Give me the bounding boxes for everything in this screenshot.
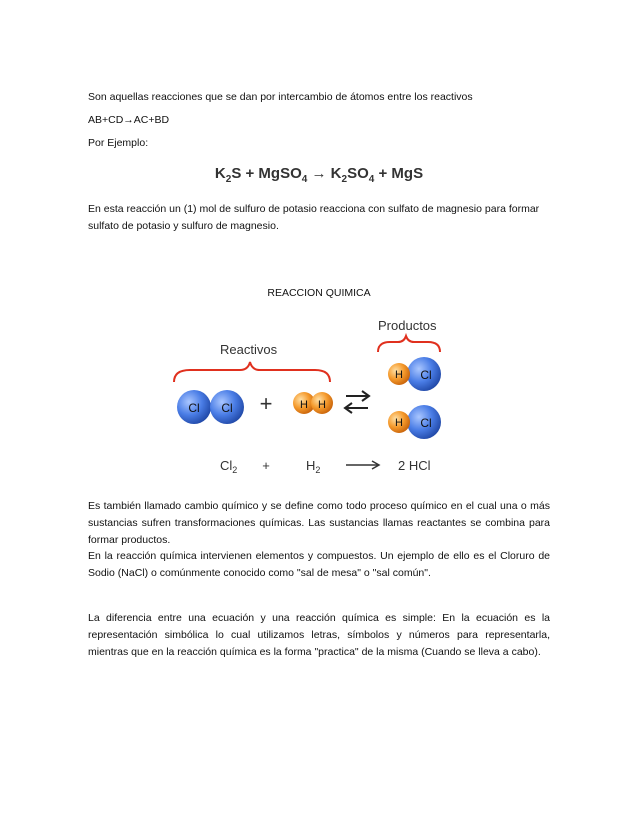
example-label: Por Ejemplo: — [88, 137, 149, 149]
products-bracket — [378, 336, 440, 352]
chlorine-molecule — [177, 390, 244, 424]
chlorine-atom-label: Cl — [420, 416, 432, 430]
paragraph-difference: La diferencia entre una ecuación y una reacción química es simple: En la ecuación es la representación simbólica lo cual utilizamos letras, símbolos y números para representarla, mientras que en la reacción química es la forma "practica" de la misma (Cuando se lleva a cabo). — [88, 612, 550, 658]
hydrogen-atom-label: H — [300, 399, 308, 411]
equation-explanation: En esta reacción un (1) mol de sulfuro de potasio reacciona con sulfato de magnesio para formar sulfato de potasio y sulfuro de magnesio. — [88, 203, 540, 232]
chlorine-atom-label: Cl — [188, 401, 200, 415]
hcl-molecule — [388, 357, 441, 391]
hydrogen-molecule — [293, 392, 333, 414]
intro-text: Son aquellas reacciones que se dan por intercambio de átomos entre los reactivos — [88, 91, 473, 103]
reaction-diagram — [160, 312, 460, 482]
hydrogen-atom-label: H — [395, 417, 403, 429]
equilibrium-arrows-icon — [345, 391, 369, 413]
svg-text:H2: $H_2$ — [306, 458, 321, 475]
svg-text:2 HCl: 2 HCl — [398, 458, 431, 473]
paragraph-example: En la reacción química intervienen elementos y compuestos. Un ejemplo de ello es el Cloruro de Sodio (NaCl) o comúnmente conocido como "sal de mesa" o "sal común". — [88, 550, 550, 579]
general-equation: AB+CD→AC+BD — [88, 114, 170, 126]
svg-text:+: + — [262, 458, 270, 473]
hydrogen-atom-label: H — [318, 399, 326, 411]
paragraph-definition: Es también llamado cambio químico y se define como todo proceso químico en el cual una o más sustancias sufren transformaciones químicas. Las sustancias llamas reactantes se combina para formar productos. — [88, 500, 550, 546]
svg-text:Cl2: $Cl_2$ — [220, 458, 238, 475]
hydrogen-atom-label: H — [395, 369, 403, 381]
example-equation: $K_2S$ + MgSO$_4$ → $K_2SO_4$ + MgS — [214, 165, 424, 185]
section-title: REACCION QUIMICA — [267, 287, 371, 299]
products-label: Productos — [378, 318, 437, 333]
formula-line — [220, 458, 431, 475]
plus-sign: + — [259, 391, 273, 416]
chlorine-atom-label: Cl — [420, 368, 432, 382]
chlorine-atom-label: Cl — [221, 401, 233, 415]
hcl-molecule — [388, 405, 441, 439]
reactants-label: Reactivos — [220, 342, 278, 357]
reactants-bracket — [174, 362, 330, 382]
